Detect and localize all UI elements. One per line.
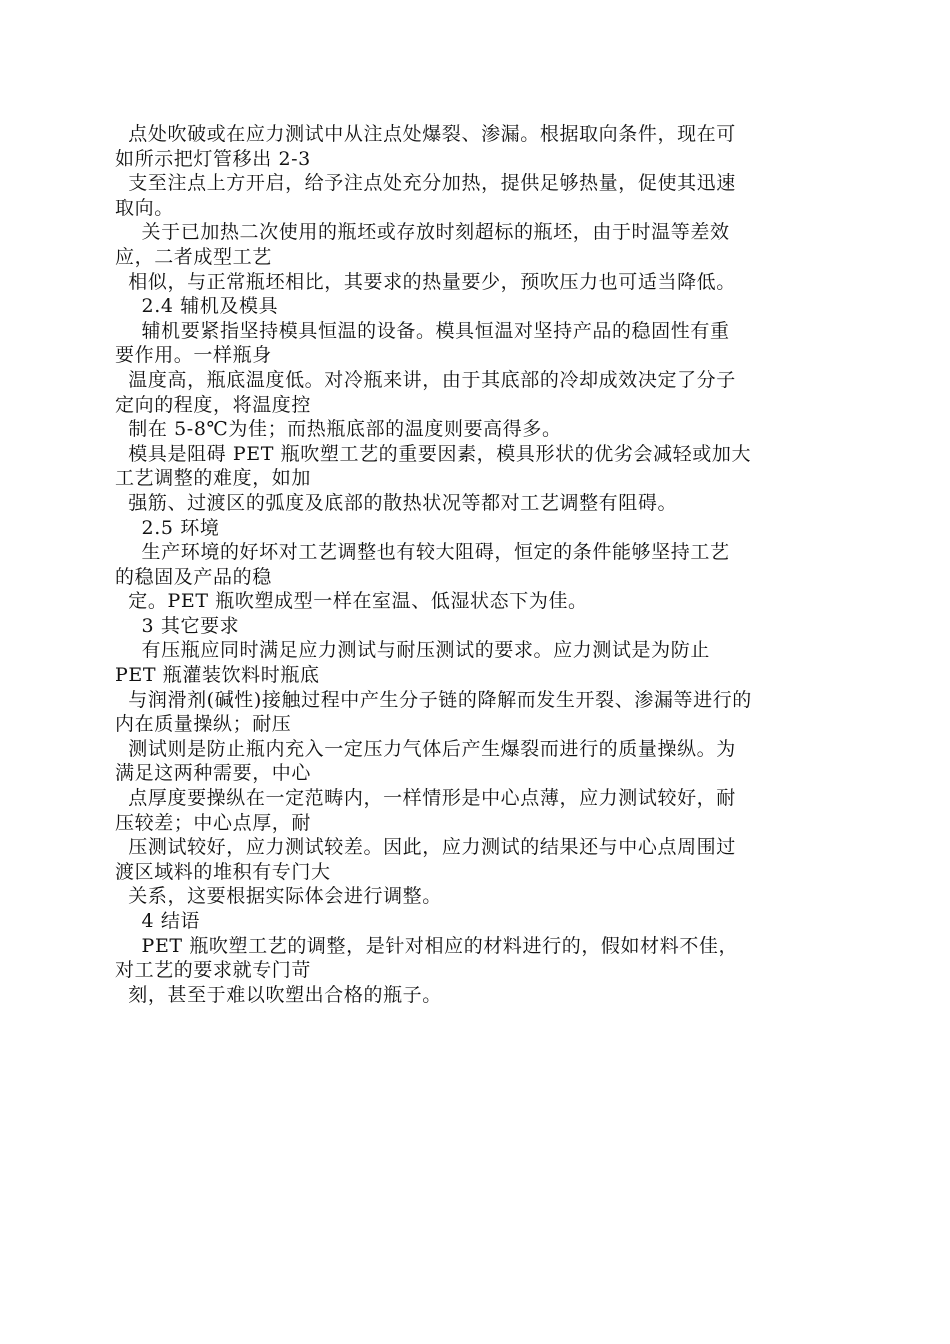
document-body (115, 122, 835, 1007)
text-line: 应，二者成型工艺 (115, 245, 272, 268)
text-line: 制在 5-8℃为佳；而热瓶底部的温度则要高得多。 (115, 418, 562, 441)
text-line: 有压瓶应同时满足应力测试与耐压测试的要求。应力测试是为防止 (115, 639, 710, 662)
section-heading: 3 其它要求 (115, 614, 240, 637)
text-line: 取向。 (115, 196, 174, 219)
text-line: 的稳固及产品的稳 (115, 565, 272, 588)
text-line: 满足这两种需要，中心 (115, 762, 312, 785)
text-line: 测试则是防止瓶内充入一定压力气体后产生爆裂而进行的质量操纵。为 (115, 737, 736, 760)
text-line: 定向的程度，将温度控 (115, 393, 312, 416)
text-line: 定。PET 瓶吹塑成型一样在室温、低湿状态下为佳。 (115, 590, 588, 613)
text-line: 内在质量操纵；耐压 (115, 713, 292, 736)
text-line: 相似，与正常瓶坯相比，其要求的热量要少，预吹压力也可适当降低。 (115, 270, 736, 293)
text-line: 温度高，瓶底温度低。对冷瓶来讲，由于其底部的冷却成效决定了分子 (115, 368, 736, 391)
text-line: 刻，甚至于难以吹塑出合格的瓶子。 (115, 983, 442, 1006)
text-line: 对工艺的要求就专门苛 (115, 959, 312, 982)
text-line: 工艺调整的难度，如加 (115, 467, 312, 490)
text-line: 关系，这要根据实际体会进行调整。 (115, 885, 442, 908)
section-heading: 4 结语 (115, 910, 201, 932)
text-line: PET 瓶吹塑工艺的调整，是针对相应的材料进行的，假如材料不佳， (115, 934, 739, 957)
section-heading: 2.5 环境 (115, 516, 220, 539)
text-line: 强筋、过渡区的弧度及底部的散热状况等都对工艺调整有阻碍。 (115, 491, 678, 514)
text-line: 点处吹破或在应力测试中从注点处爆裂、渗漏。根据取向条件，现在可 (115, 123, 736, 145)
section-heading: 2.4 辅机及模具 (115, 295, 279, 318)
text-line: 压测试较好，应力测试较差。因此，应力测试的结果还与中心点周围过 (115, 836, 736, 859)
text-line: 关于已加热二次使用的瓶坯或存放时刻超标的瓶坯，由于时温等差效 (115, 221, 730, 244)
text-line: 压较差；中心点厚，耐 (115, 811, 312, 834)
text-line: 辅机要紧指坚持模具恒温的设备。模具恒温对坚持产品的稳固性有重 (115, 319, 730, 342)
text-line: 如所示把灯管移出 2-3 (115, 147, 311, 170)
text-line: 要作用。一样瓶身 (115, 344, 272, 367)
text-line: PET 瓶灌装饮料时瓶底 (115, 664, 320, 687)
text-line: 点厚度要操纵在一定范畴内，一样情形是中心点薄，应力测试较好，耐 (115, 787, 736, 810)
text-line: 渡区域料的堆积有专门大 (115, 860, 331, 883)
text-line: 模具是阻碍 PET 瓶吹塑工艺的重要因素，模具形状的优劣会减轻或加大 (115, 442, 752, 465)
text-line: 生产环境的好坏对工艺调整也有较大阻碍，恒定的条件能够坚持工艺 (115, 541, 730, 564)
text-line: 支至注点上方开启，给予注点处充分加热，提供足够热量，促使其迅速 (115, 172, 736, 195)
text-line: 与润滑剂(碱性)接触过程中产生分子链的降解而发生开裂、渗漏等进行的 (115, 688, 752, 711)
